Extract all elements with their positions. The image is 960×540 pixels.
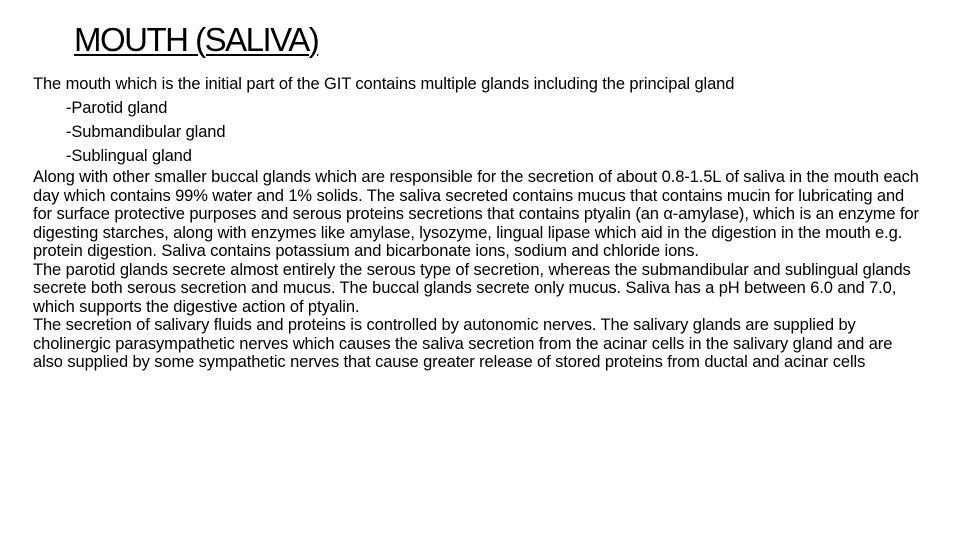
intro-text: The mouth which is the initial part of the GIT contains multiple glands including the principal gland [33,75,735,93]
gland-item-parotid: -Parotid gland [66,99,168,117]
paragraph-gland-secretions: The parotid glands secrete almost entirely the serous type of secretion, whereas the submandibular and sublingual glands secrete both serous secretion and mucus. The buccal glands secrete only mucus. Saliva has a pH between 6.0 and 7.0, which supports the digestive action of ptyalin. [33,260,911,316]
paragraph-nerve-control: The secretion of salivary fluids and proteins is controlled by autonomic nerves. The salivary glands are supplied by cholinergic parasympathetic nerves which causes the saliva secretion from the acinar cells in the salivary gland and are also supplied by some sympathetic nerves that cause greater release of stored proteins from ductal and acinar cells [33,316,893,371]
gland-item-sublingual: -Sublingual gland [66,147,192,165]
slide-title: MOUTH (SALIVA) [74,21,319,58]
slide-body [33,72,923,372]
gland-list [33,96,923,168]
paragraph-saliva-composition: Along with other smaller buccal glands which are responsible for the secretion of about 0.8-1.5L of saliva in the mouth each day which contains 99% water and 1% solids. The saliva secreted contains mucus that contains mucin for lubricating and for surface protective purposes and serous proteins secretions that contains ptyalin (an α-amylase), which is an enzyme for digesting starches, along with enzymes like amylase, lysozyme, lingual lipase which aid in the digestion in the mouth e.g. protein digestion. Saliva contains potassium and bicarbonate ions, sodium and chloride ions. [33,168,919,260]
gland-item-submandibular: -Submandibular gland [66,123,226,141]
